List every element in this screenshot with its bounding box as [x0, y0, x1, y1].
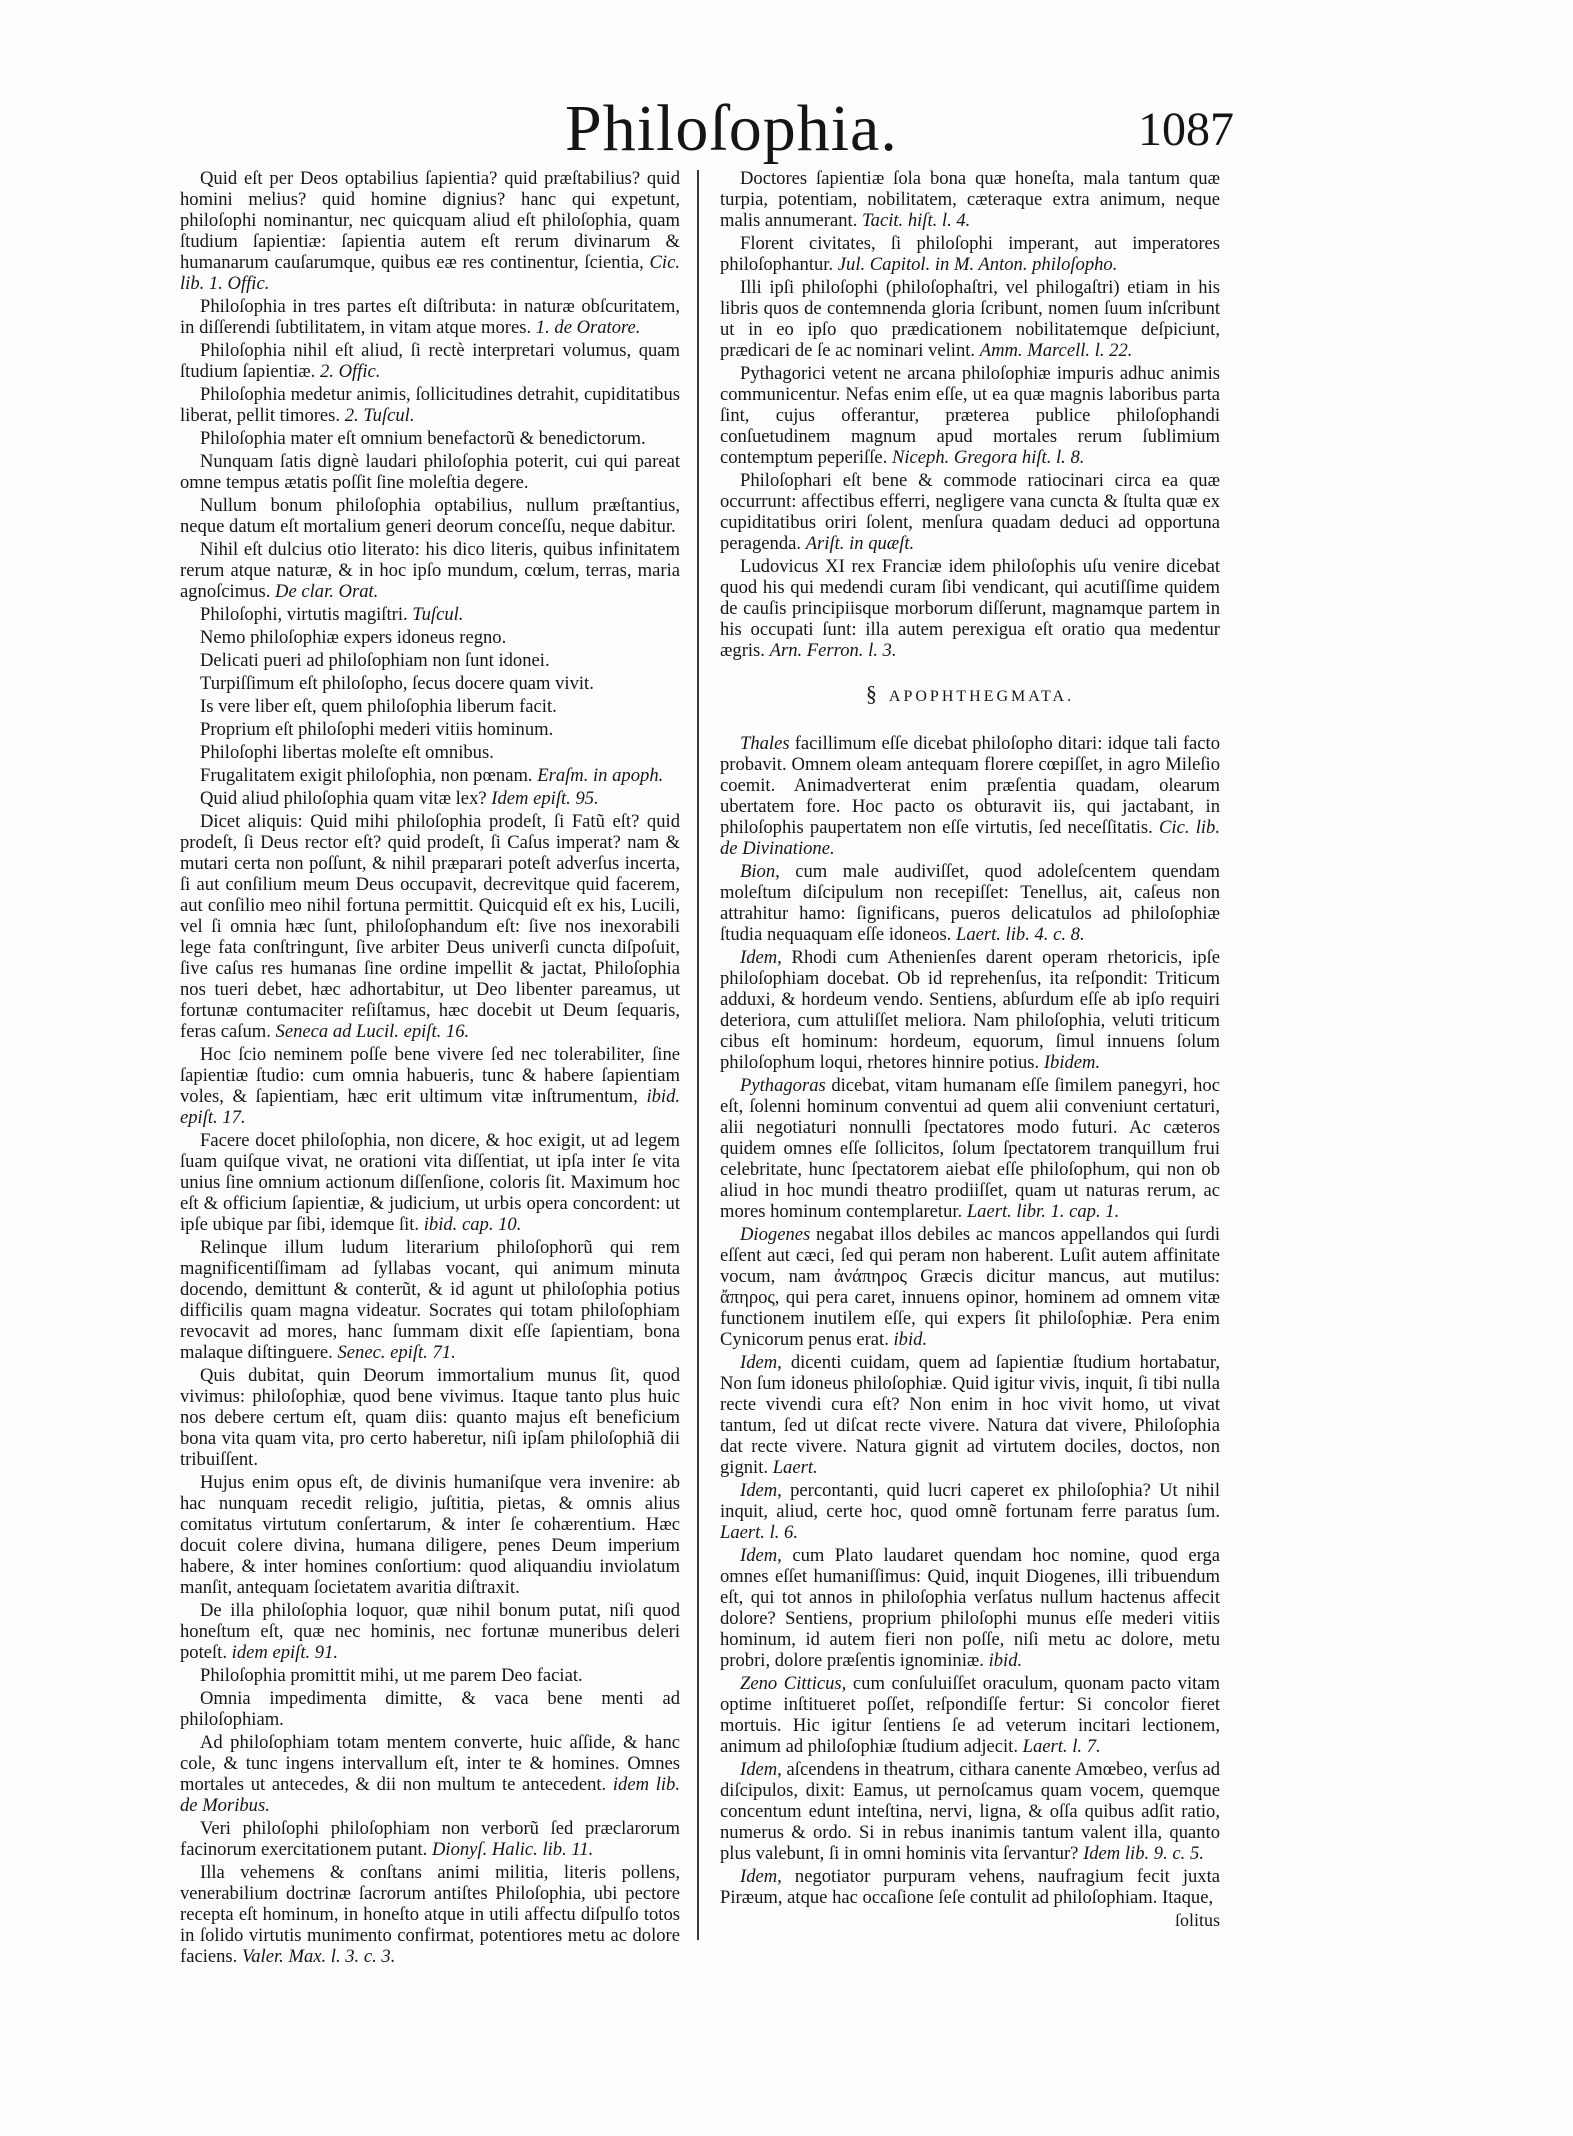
paragraph-text: Omnia impedimenta dimitte, & vaca bene menti ad philoſophiam.: [180, 1688, 680, 1730]
right-column-bottom: [720, 733, 1220, 1908]
paragraph: [720, 733, 1220, 859]
paragraph: [180, 168, 680, 294]
paragraph: [720, 233, 1220, 275]
speaker-name: Zeno Citticus,: [740, 1673, 847, 1694]
paragraph: [180, 1732, 680, 1816]
paragraph-text: Nihil eſt dulcius otio literato: his dico literis, quibus infinitatem rerum atque naturæ, & in hoc ipſo mundum, cœlum, terras, maria agnoſcimus.: [180, 539, 680, 602]
paragraph-text: Proprium eſt philoſophi mederi vitiis hominum.: [200, 719, 554, 740]
paragraph: [720, 1224, 1220, 1350]
paragraph-text: Philoſophia mater eſt omnium benefactorũ & benedictorum.: [200, 428, 646, 449]
paragraph-text: Philoſophi, virtutis magiſtri.: [200, 604, 408, 625]
source-citation: Tuſcul.: [412, 604, 464, 625]
paragraph: [180, 1600, 680, 1663]
paragraph-text: Frugalitatem exigit philoſophia, non pœnam.: [200, 765, 533, 786]
source-citation: ibid.: [893, 1329, 928, 1350]
source-citation: Arn. Ferron. l. 3.: [769, 640, 897, 661]
source-citation: Ibidem.: [1043, 1052, 1101, 1073]
paragraph-text: Is vere liber eſt, quem philoſophia liberum facit.: [200, 696, 557, 717]
paragraph: [180, 1044, 680, 1128]
speaker-name: Thales: [740, 733, 790, 754]
paragraph-text: Turpiſſimum eſt philoſopho, ſecus docere quam vivit.: [200, 673, 594, 694]
paragraph: [180, 1365, 680, 1470]
paragraph-text: Relinque illum ludum literarium philoſophorũ qui rem magnificentiſſimam ad ſyllabas vocant, qui animum minuta docendo, demittunt & conterũt, & id agunt ut philoſophia potius difficilis quam magna videatur. Socrates qui totam philoſophiam revocavit ad mores, hanc ſummam dixit eſſe ſapientiam, bona malaque diſtinguere.: [180, 1237, 680, 1363]
paragraph: [180, 1665, 680, 1686]
source-citation: ibid. epiſt. 17.: [180, 1086, 681, 1128]
paragraph-text: Philoſophi libertas moleſte eſt omnibus.: [200, 742, 494, 763]
paragraph: [180, 428, 680, 449]
paragraph: [180, 788, 680, 809]
paragraph: [180, 340, 680, 382]
running-title: Philoſophia.: [565, 92, 898, 165]
paragraph: [180, 1237, 680, 1363]
source-citation: Tacit. hiſt. l. 4.: [862, 210, 971, 231]
paragraph-text: cum Plato laudaret quendam hoc nomine, quod erga omnes eſſet humaniſſimus: Quid, inquit Diogenes, illi tribuendum eſt, qui tot annos in philoſophia verſatus nullum hactenus affecit dolore? Sentiens, proprium philoſophi munus eſſe mederi vitiis hominum, id autem fieri non poſſe, niſi metu ac dolore, metu probri, dolore præſentis ignominiæ.: [720, 1545, 1221, 1671]
paragraph: [180, 1688, 680, 1730]
source-citation: Seneca ad Lucil. epiſt. 16.: [275, 1021, 470, 1042]
paragraph-text: De illa philoſophia loquor, quæ nihil bonum putat, niſi quod honeſtum eſt, quæ nec hominis, nec fortunæ muneribus deleri poteſt.: [180, 1600, 680, 1663]
paragraph: [720, 1075, 1220, 1222]
paragraph-text: Hujus enim opus eſt, de divinis humaniſque vera invenire: ab hac nunquam recedit religio, juſtitia, pietas, & omnis alius comitatus virtutum conſertarum, & inter ſe cohærentium. Hæc docuit colere divina, humana diligere, penes Deum imperium habere, & inter homines conſortium: quod aliquandiu inviolatum manſit, antequam ſocietatem avaritia diſtraxit.: [180, 1472, 680, 1598]
paragraph-text: negotiator purpuram vehens, naufragium fecit juxta Piræum, atque hac occaſione ſeſe contulit ad philoſophiam. Itaque,: [720, 1866, 1221, 1908]
page-number: 1087: [1138, 103, 1234, 156]
source-citation: Valer. Max. l. 3. c. 3.: [241, 1946, 396, 1967]
paragraph-text: negabat illos debiles ac mancos appellandos qui ſurdi eſſent aut cæci, ſed qui peram non haberent. Luſit autem affinitate vocum, nam ἀνάπηρος Græcis dicitur mancus, aut mutilus: ἄπηρος, qui pera caret, innuens opinor, hominem ad omnem vitæ functionem inutilem eſſe, qui expers ſit philoſophiæ. Pera enim Cynicorum penus erat.: [720, 1224, 1220, 1350]
source-citation: Laert. libr. 1. cap. 1.: [966, 1201, 1120, 1222]
paragraph-text: Philoſophia medetur animis, ſollicitudines detrahit, cupiditatibus liberat, pellit timores.: [180, 384, 680, 426]
paragraph-text: Ludovicus XI rex Franciæ idem philoſophis uſu venire dicebat quod his qui medendi curam ſibi vendicant, qui acutiſſime quidem de cauſis principiisque morborum diſſerunt, magnamque partem in his occupati ſunt: illa autem perexigua eſt oratio qua medentur ægris.: [720, 556, 1220, 661]
paragraph-text: facillimum eſſe dicebat philoſopho ditari: idque tali facto probavit. Omnem oleam antequam florere cœpiſſet, in agro Mileſio coemit. Animadverterat enim præſentia quadam, olearum ubertatem fore. Hoc pacto os obturavit iis, qui jactabant, in philoſophis paupertatem non eſſe virtutis, ſed neceſſitatis.: [720, 733, 1220, 838]
speaker-name: Idem,: [740, 1352, 782, 1373]
source-citation: 2. Offic.: [319, 361, 381, 382]
paragraph-text: Philoſophia in tres partes eſt diſtributa: in naturæ obſcuritatem, in diſſerendi ſubtilitatem, in vitam atque mores.: [180, 296, 680, 338]
paragraph: [180, 1862, 680, 1967]
right-column: [720, 168, 1220, 1931]
source-citation: Laert. l. 7.: [1022, 1736, 1101, 1757]
source-citation: Senec. epiſt. 71.: [337, 1342, 456, 1363]
paragraph-text: dicenti cuidam, quem ad ſapientiæ ſtudium hortabatur, Non ſum idoneus philoſophiæ. Quid igitur vivis, inquit, ſi tibi nulla recte vivendi cura eſt? Non enim in hoc vivit homo, ut vivat tantum, ſed ut diſcat recte vivere. Natura dat vivere, Philoſophia dat recte vivere. Natura gignit ad virtutem dociles, doctos, non gignit.: [720, 1352, 1220, 1478]
source-citation: Idem epiſt. 95.: [491, 788, 599, 809]
left-column: [180, 168, 680, 1969]
paragraph-text: Philoſophia nihil eſt aliud, ſi rectè interpretari volumus, quam ſtudium ſapientiæ.: [180, 340, 680, 382]
source-citation: Eraſm. in apoph.: [537, 765, 664, 786]
source-citation: 1. de Oratore.: [535, 317, 641, 338]
paragraph-text: Nunquam ſatis dignè laudari philoſophia poterit, cui qui pareat omne tempus ætatis poſſit ſine moleſtia degere.: [180, 451, 680, 493]
source-citation: ibid. cap. 10.: [423, 1214, 522, 1235]
paragraph: [720, 363, 1220, 468]
speaker-name: Bion,: [740, 861, 780, 882]
source-citation: Dionyſ. Halic. lib. 11.: [431, 1839, 594, 1860]
speaker-name: Idem,: [740, 1759, 782, 1780]
paragraph: [180, 765, 680, 786]
source-citation: idem lib. de Moribus.: [180, 1774, 680, 1816]
speaker-name: Idem,: [740, 1545, 782, 1566]
paragraph-text: Veri philoſophi philoſophiam non verborũ ſed præclarorum facinorum exercitationem putant.: [180, 1818, 680, 1860]
source-citation: Cic. lib. de Divinatione.: [720, 817, 1220, 859]
paragraph: [720, 1759, 1220, 1864]
source-citation: De clar. Orat.: [275, 581, 379, 602]
paragraph: [720, 277, 1220, 361]
source-citation: Ariſt. in quæſt.: [805, 533, 915, 554]
paragraph-text: Delicati pueri ad philoſophiam non ſunt idonei.: [200, 650, 550, 671]
paragraph-text: cum conſuluiſſet oraculum, quonam pacto vitam optime inſtitueret poſſet, reſpondiſſe fertur: Si concolor fieret mortuis. Hic igitur ſentiens ſe ad veterum incitari lectionem, animum ad philoſophiæ ſtudium adjecit.: [720, 1673, 1220, 1757]
source-citation: Laert. l. 6.: [720, 1522, 798, 1543]
paragraph-text: dicebat, vitam humanam eſſe ſimilem panegyri, hoc eſt, ſolenni hominum conventui ad quem alii conveniunt certaturi, alii negotiaturi nonnulli ſpectatores modo futuri. Ac cæteros quidem omnes eſſe ſollicitos, ſolum ſpectatorem tranquillum frui celebritate, hunc ſpectatorem aiebat eſſe philoſophum, qui non ob aliud in hoc mundi theatro prodiiſſet, quam ut naturas rerum, ac mores hominum contemplaretur.: [720, 1075, 1220, 1222]
paragraph-text: Nemo philoſophiæ expers idoneus regno.: [200, 627, 507, 648]
paragraph: [720, 556, 1220, 661]
source-citation: ibid.: [988, 1650, 1023, 1671]
paragraph-text: Nullum bonum philoſophia optabilius, nullum præſtantius, neque datum eſt mortalium generi deorum conceſſu, neque dabitur.: [180, 495, 680, 537]
section-title: APOPHTHEGMATA.: [888, 688, 1075, 705]
paragraph: [720, 168, 1220, 231]
source-citation: Jul. Capitol. in M. Anton. philoſopho.: [837, 254, 1118, 275]
paragraph: [180, 296, 680, 338]
speaker-name: Idem,: [740, 1480, 782, 1501]
section-mark: §: [865, 681, 877, 706]
paragraph-text: Quis dubitat, quin Deorum immortalium munus ſit, quod vivimus: philoſophiæ, quod bene vivimus. Itaque tanto plus huic nos debere certum eſt, quam diis: quanto majus eſt beneficium bona vita quam vita, pro certo haberetur, niſi ipſam philoſophiã dii tribuiſſent.: [180, 1365, 680, 1470]
paragraph: [180, 604, 680, 625]
paragraph: [180, 384, 680, 426]
right-column-top: [720, 168, 1220, 661]
paragraph-text: Dicet aliquis: Quid mihi philoſophia prodeſt, ſi Fatũ eſt? quid prodeſt, ſi Deus rector eſt? quid prodeſt, ſi Caſus imperat? nam & mutari certa non poſſunt, & nihil præparari poteſt adverſus incerta, ſi aut conſilium meum Deus occupavit, decrevitque quid facerem, aut conſilio meo nihil fortuna permittit. Quicquid eſt ex his, Lucili, vel ſi omnia hæc ſunt, philoſophandum eſt: ſive nos inexorabili lege fata conſtringunt, ſive arbiter Deus univerſi cuncta diſpoſuit, ſive caſus res humanas ſine ordine impellit & jactat, Philoſophia nos tueri debet, hæc adhortabitur, ut Deo libenter pareamus, ut fortunæ contumaciter reſiſtamus, hæc docebit ut Deum ſequaris, feras caſum.: [180, 811, 680, 1042]
paragraph-text: Philoſophia promittit mihi, ut me parem Deo faciat.: [200, 1665, 583, 1686]
paragraph: [720, 1480, 1220, 1543]
paragraph: [720, 1866, 1220, 1908]
paragraph: [180, 650, 680, 671]
paragraph-text: Doctores ſapientiæ ſola bona quæ honeſta, mala tantum quæ turpia, potentiam, nobilitatem, cæteraque extra animum, neque malis annumerant.: [720, 168, 1220, 231]
source-citation: Amm. Marcell. l. 22.: [979, 340, 1133, 361]
paragraph: [720, 861, 1220, 945]
paragraph-text: percontanti, quid lucri caperet ex philoſophia? Ut nihil inquit, aliud, certe hoc, quod omnẽ fortunam ferre paratus ſum.: [720, 1480, 1220, 1522]
speaker-name: Pythagoras: [740, 1075, 826, 1096]
source-citation: Laert.: [772, 1457, 818, 1478]
paragraph-text: Quid aliud philoſophia quam vitæ lex?: [200, 788, 487, 809]
paragraph-text: Quid eſt per Deos optabilius ſapientia? quid præſtabilius? quid homini melius? quid homine dignius? hanc qui expetunt, philoſophi nominantur, nec quicquam aliud eſt philoſophia, quam ſtudium ſapientiæ: ſapientia autem eſt rerum divinarum & humanarum cauſarumque, quibus eæ res continentur, ſcientia,: [180, 168, 680, 273]
paragraph: [180, 742, 680, 763]
paragraph-text: Ad philoſophiam totam mentem converte, huic aſſide, & hanc cole, & tunc ingens intervallum eſt, inter te & homines. Omnes mortales ut antecedes, & dii non multum te antecedent.: [180, 1732, 680, 1795]
paragraph-text: Pythagorici vetent ne arcana philoſophiæ impuris adhuc animis communicentur. Nefas enim eſſe, ut ea quæ magnis laboribus parta ſint, cujus offerantur, præterea publice philoſophandi conſuetudinem magnum apud mortales rerum ſublimium contemptum peperiſſe.: [720, 363, 1220, 468]
paragraph: [180, 696, 680, 717]
source-citation: idem epiſt. 91.: [231, 1642, 339, 1663]
paragraph-text: aſcendens in theatrum, cithara canente Amœbeo, verſus ad diſcipulos, dixit: Eamus, ut pernoſcamus quam vocem, quemque concentum edunt inteſtina, nervi, ligna, & oſſa quibus adſit ratio, numerus & ordo. Si in rebus inanimis tantum valent illa, quanto plus valebunt, ſi in omni hominis vita ſervantur?: [720, 1759, 1220, 1864]
section-heading: [720, 683, 1220, 707]
paragraph-text: Facere docet philoſophia, non dicere, & hoc exigit, ut ad legem ſuam quiſque vivat, ne orationi vita diſſentiat, ut ipſa inter ſe vita unius ſine omnium actionum diſſenſione, coloris ſit. Maximum hoc eſt & officium ſapientiæ, & judicium, ut urbis opera concordent: ut ipſe ubique par ſibi, idemque ſit.: [180, 1130, 680, 1235]
speaker-name: Idem,: [740, 947, 782, 968]
paragraph-text: Rhodi cum Athenienſes darent operam rhetoricis, ipſe philoſophiam docebat. Ob id reprehenſus, ita reſpondit: Triticum adduxi, & hordeum vendo. Sentiens, abſurdum eſſe ab ipſo requiri deteriora, cum attuliſſet meliora. Nam philoſophia, veluti triticum cibus eſt hominum: hordeum, equorum, ſimul innuens ſolum philoſophum loqui, rhetores hinnire potius.: [720, 947, 1220, 1073]
paragraph: [180, 1472, 680, 1598]
column-divider: [697, 170, 699, 1940]
paragraph-text: Illi ipſi philoſophi (philoſophaſtri, vel philogaſtri) etiam in his libris quos de contemnenda gloria ſcribunt, nomen ſuum inſcribunt ut in eo ipſo quo prædicationem nobilitatemque deſpiciunt, prædicari de ſe ac nominari velint.: [720, 277, 1220, 361]
paragraph: [180, 627, 680, 648]
paragraph: [180, 673, 680, 694]
paragraph: [180, 451, 680, 493]
paragraph-text: Florent civitates, ſi philoſophi imperant, aut imperatores philoſophantur.: [720, 233, 1220, 275]
paragraph: [180, 495, 680, 537]
source-citation: Cic. lib. 1. Offic.: [180, 252, 681, 294]
paragraph: [720, 1352, 1220, 1478]
paragraph: [720, 1673, 1220, 1757]
paragraph: [720, 947, 1220, 1073]
catchword: ſolitus: [1174, 1910, 1220, 1930]
speaker-name: Diogenes: [740, 1224, 811, 1245]
source-citation: Idem lib. 9. c. 5.: [1083, 1843, 1204, 1864]
paragraph: [180, 1818, 680, 1860]
paragraph: [180, 719, 680, 740]
paragraph: [720, 470, 1220, 554]
paragraph-text: Philoſophari eſt bene & commode ratiocinari circa ea quæ occurrunt: affectibus efferri, negligere vana cuncta & ſtulta quæ ex cupiditatibus oriri ſolent, menſura quadam deduci ad opportuna peragenda.: [720, 470, 1220, 554]
paragraph: [720, 1545, 1220, 1671]
paragraph: [180, 1130, 680, 1235]
source-citation: Niceph. Gregora hiſt. l. 8.: [891, 447, 1085, 468]
paragraph-text: cum male audiviſſet, quod adoleſcentem quendam moleſtum diſcipulum non recepiſſet: Tenellus, ait, caſeus non attrahitur hamo: ſignificans, pueros delicatulos ad philoſophiæ ſtudia nequaquam eſſe idoneos.: [720, 861, 1220, 945]
paragraph: [180, 539, 680, 602]
source-citation: 2. Tuſcul.: [344, 405, 415, 426]
speaker-name: Idem,: [740, 1866, 782, 1887]
paragraph: [180, 811, 680, 1042]
paragraph-text: Hoc ſcio neminem poſſe bene vivere ſed nec tolerabiliter, ſine ſapientiæ ſtudio: cum omnia habueris, tunc & habere ſapientiam voles, & ſapientiam, hæc erit ultimum vitæ inſtrumentum,: [180, 1044, 680, 1107]
paragraph-text: Illa vehemens & conſtans animi militia, literis pollens, venerabilium doctrinæ ſacrorum antiſtes Philoſophia, ubi pectore recepta eſt hominum, in honeſto atque in utili affectu diſpulſo totos in ſolido virtutis munimento confirmat, potentiores metu ac dolore faciens.: [180, 1862, 680, 1967]
source-citation: Laert. lib. 4. c. 8.: [955, 924, 1085, 945]
